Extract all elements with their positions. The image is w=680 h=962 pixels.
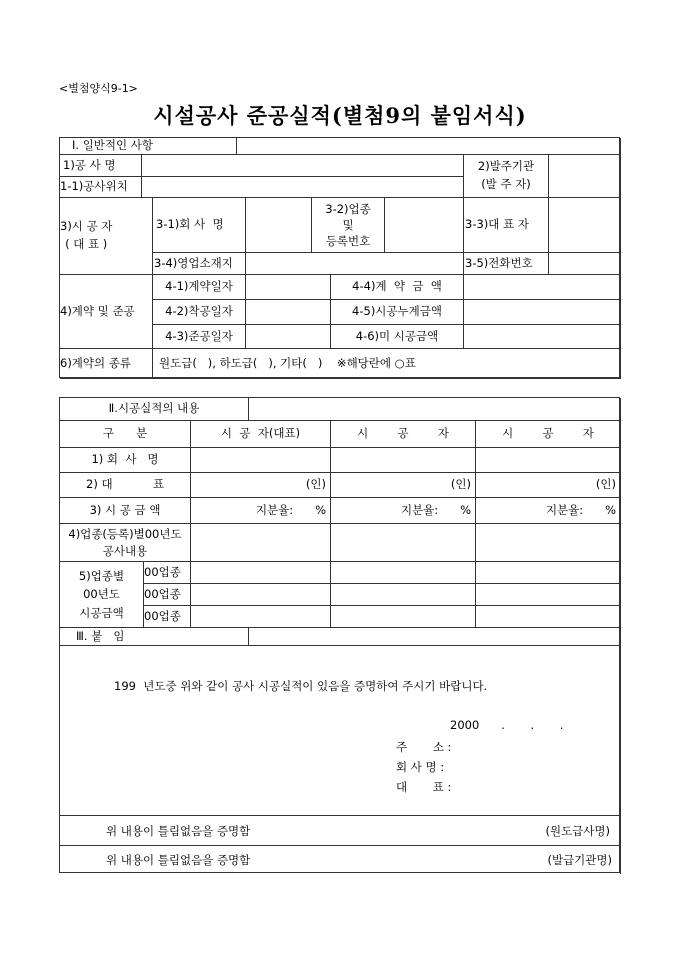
contract-type-options[interactable]: 원도급( ), 하도급( ), 기타( ) ※해당란에 ○표 <box>153 349 621 379</box>
certifier-2[interactable]: (발급기관명) <box>547 853 612 867</box>
by-type-field[interactable] <box>476 606 621 628</box>
client-field[interactable] <box>549 155 621 198</box>
contract-completion-label: 4)계약 및 준공 <box>60 275 153 349</box>
by-type-field[interactable] <box>331 606 476 628</box>
office-address-label: 3-4)영업소재지 <box>153 253 246 275</box>
contract-date-label: 4-1)계약일자 <box>153 275 246 300</box>
section2-heading-blank <box>249 398 621 421</box>
remaining-amount-field[interactable] <box>464 325 621 349</box>
address-label: 주 소 : <box>396 740 452 754</box>
date-field[interactable]: 2000 . . . <box>450 718 564 732</box>
cumulative-amount-label: 4-5)시공누계금액 <box>331 300 464 325</box>
project-name-field[interactable] <box>142 155 464 177</box>
seal-field[interactable]: (인) <box>331 473 476 498</box>
cumulative-amount-field[interactable] <box>464 300 621 325</box>
certify-text-1: 위 내용이 틀림없음을 증명함 <box>106 824 251 838</box>
row-work-content-label: 4)업종(등록)별00년도 공사내용 <box>60 524 191 562</box>
row-amount-label: 3) 시 공 금 액 <box>60 498 191 524</box>
request-text: 199 년도중 위와 같이 공사 시공실적이 있음을 증명하여 주시기 바랍니다. <box>114 679 488 693</box>
row-by-type-label: 5)업종별 00년도 시공금액 <box>60 562 144 628</box>
header-contractor-2: 시 공 자 <box>331 421 476 448</box>
section3-heading: Ⅲ. 붙 임 <box>60 628 249 646</box>
contract-date-field[interactable] <box>246 275 331 300</box>
share-ratio-field[interactable]: 지분율: % <box>331 498 476 524</box>
work-content-field[interactable] <box>331 524 476 562</box>
contractor-label: 3)시 공 자 ( 대 표 ) <box>60 198 153 275</box>
business-type-field[interactable] <box>385 198 464 253</box>
company-name-field[interactable] <box>246 198 312 253</box>
phone-field[interactable] <box>549 253 621 275</box>
project-name-label: 1)공 사 명 <box>60 155 142 177</box>
project-location-field[interactable] <box>142 177 464 198</box>
start-date-label: 4-2)착공일자 <box>153 300 246 325</box>
share-ratio-field[interactable]: 지분율: % <box>476 498 621 524</box>
section3-heading-blank <box>249 628 621 646</box>
form-code: <별첨양식9-1> <box>59 82 138 95</box>
sub-type-label: 00업종 <box>144 584 191 606</box>
contract-amount-field[interactable] <box>464 275 621 300</box>
page-title: 시설공사 준공실적(별첨9의 붙임서식) <box>153 103 527 128</box>
phone-label: 3-5)전화번호 <box>464 253 549 275</box>
section2-heading: Ⅱ.시공실적의 내용 <box>60 398 249 421</box>
sub-type-label: 00업종 <box>144 562 191 584</box>
sub-type-label: 00업종 <box>144 606 191 628</box>
row-company-label: 1) 회 사 명 <box>60 448 191 473</box>
client-label: 2)발주기관 (발 주 자) <box>464 155 549 198</box>
company-name-label: 3-1)회 사 명 <box>153 198 246 253</box>
contract-type-label: 6)계약의 종류 <box>60 349 153 379</box>
by-type-field[interactable] <box>191 584 331 606</box>
start-date-field[interactable] <box>246 300 331 325</box>
rep-sign-label: 대 표 : <box>396 780 452 794</box>
section1-heading-blank <box>237 138 621 155</box>
representative-label: 3-3)대 표 자 <box>464 198 549 253</box>
section1-heading: Ⅰ. 일반적인 사항 <box>60 138 237 155</box>
completion-date-label: 4-3)준공일자 <box>153 325 246 349</box>
company-name-sign-label: 회 사 명 : <box>396 760 445 774</box>
certify-text-2: 위 내용이 틀림없음을 증명함 <box>106 853 251 867</box>
header-lead-contractor: 시 공 자(대표) <box>191 421 331 448</box>
header-contractor-3: 시 공 자 <box>476 421 621 448</box>
business-type-label: 3-2)업종 및 등록번호 <box>312 198 385 253</box>
project-location-label: 1-1)공사위치 <box>60 177 142 198</box>
seal-field[interactable]: (인) <box>191 473 331 498</box>
company-field[interactable] <box>476 448 621 473</box>
certifier-1[interactable]: (원도급사명) <box>545 824 610 838</box>
by-type-field[interactable] <box>476 562 621 584</box>
header-category: 구 분 <box>60 421 191 448</box>
by-type-field[interactable] <box>191 562 331 584</box>
contract-amount-label: 4-4)계 약 금 액 <box>331 275 464 300</box>
work-content-field[interactable] <box>191 524 331 562</box>
row-representative-label: 2) 대 표 <box>60 473 191 498</box>
work-content-field[interactable] <box>476 524 621 562</box>
performance-table <box>59 397 620 873</box>
by-type-field[interactable] <box>191 606 331 628</box>
by-type-field[interactable] <box>331 584 476 606</box>
completion-date-field[interactable] <box>246 325 331 349</box>
office-address-field[interactable] <box>246 253 464 275</box>
company-field[interactable] <box>331 448 476 473</box>
by-type-field[interactable] <box>331 562 476 584</box>
general-info-table <box>59 137 620 378</box>
representative-field[interactable] <box>549 198 621 253</box>
by-type-field[interactable] <box>476 584 621 606</box>
share-ratio-field[interactable]: 지분율: % <box>191 498 331 524</box>
seal-field[interactable]: (인) <box>476 473 621 498</box>
company-field[interactable] <box>191 448 331 473</box>
remaining-amount-label: 4-6)미 시공금액 <box>331 325 464 349</box>
